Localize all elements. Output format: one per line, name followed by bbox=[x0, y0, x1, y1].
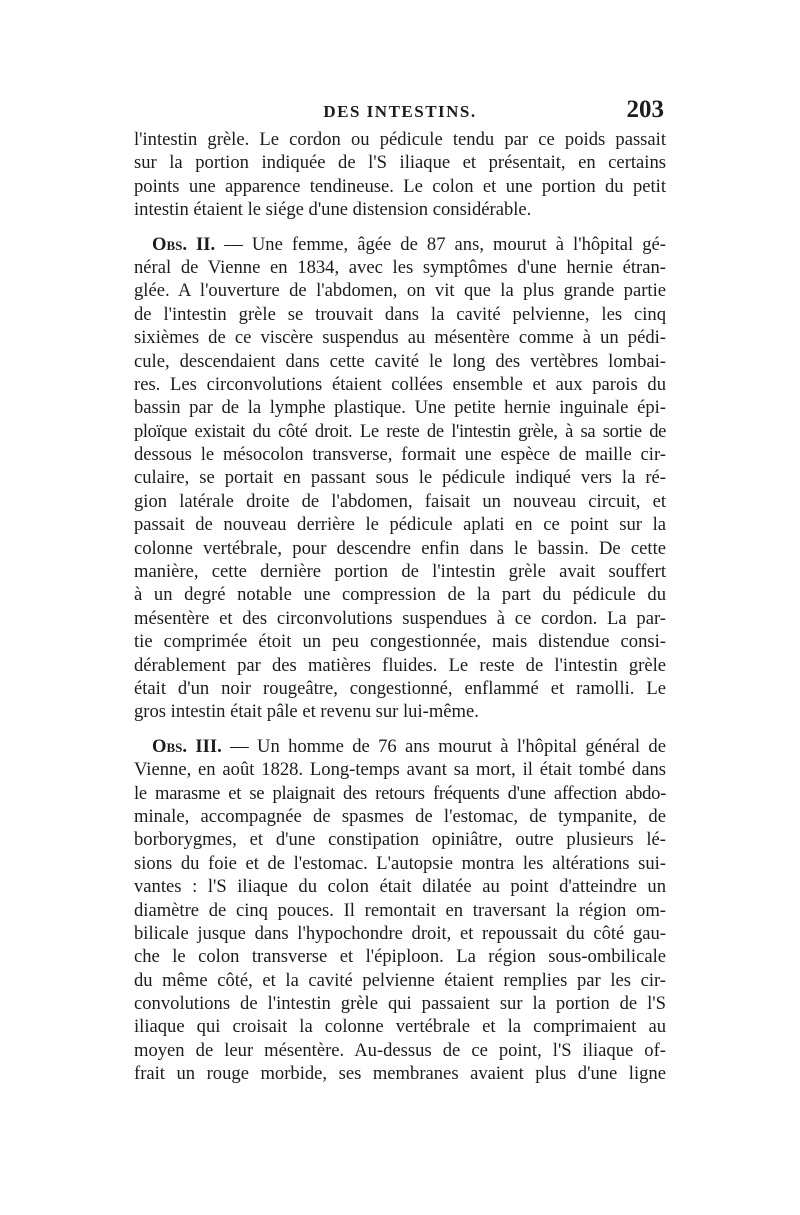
text-line: gion latérale droite de l'abdomen, faisait un nouveau circuit, et bbox=[134, 490, 666, 512]
text-line: était d'un noir rougeâtre, congestionné, enflammé et ramolli. Le bbox=[134, 677, 666, 699]
text-line: moyen de leur mésentère. Au-dessus de ce point, l'S iliaque of- bbox=[134, 1039, 666, 1061]
observation-label: Obs. II. bbox=[152, 233, 216, 255]
text-line: minale, accompagnée de spasmes de l'estomac, de tympanite, de bbox=[134, 805, 666, 827]
text-line: diamètre de cinq pouces. Il remontait en traversant la région om- bbox=[134, 899, 666, 921]
observation-label: Obs. III. bbox=[152, 735, 222, 757]
text-line: sixièmes de ce viscère suspendus au mésentère comme à un pédi- bbox=[134, 327, 666, 349]
text-line: vantes : l'S iliaque du colon était dilatée au point d'atteindre un bbox=[134, 876, 666, 898]
text-line: gros intestin était pâle et revenu sur lui-même. bbox=[134, 701, 479, 723]
text-line: points une apparence tendineuse. Le colon et une portion du petit bbox=[134, 175, 666, 197]
text-line: res. Les circonvolutions étaient collées ensemble et aux parois du bbox=[134, 373, 666, 395]
text-line: colonne vertébrale, pour descendre enfin dans le bassin. De cette bbox=[134, 537, 666, 559]
paragraph-continuation bbox=[134, 128, 666, 222]
text-line: bassin par de la lymphe plastique. Une petite hernie inguinale épi- bbox=[134, 397, 666, 419]
paragraph-obs-3 bbox=[134, 735, 666, 1086]
text-line: de l'intestin grèle se trouvait dans la cavité pelvienne, les cinq bbox=[134, 303, 666, 325]
running-head bbox=[134, 96, 666, 126]
text-line: frait un rouge morbide, ses membranes avaient plus d'une ligne bbox=[134, 1063, 666, 1085]
text-line: ploïque existait du côté droit. Le reste de l'intestin grèle, à sa sortie de bbox=[134, 420, 666, 442]
text-line: dessous le mésocolon transverse, formait une espèce de maille cir- bbox=[134, 444, 666, 466]
page-number: 203 bbox=[626, 96, 664, 123]
text-line: le marasme et se plaignait des retours fréquents d'une affection abdo- bbox=[134, 782, 666, 804]
text-line: du même côté, et la cavité pelvienne étaient remplies par les cir- bbox=[134, 969, 666, 991]
text-line: che le colon transverse et l'épiploon. La région sous-ombilicale bbox=[134, 946, 666, 968]
text-line: borborygmes, et d'une constipation opiniâtre, outre plusieurs lé- bbox=[134, 829, 666, 851]
text-line: bilicale jusque dans l'hypochondre droit, et repoussait du côté gau- bbox=[134, 922, 666, 944]
text-line: néral de Vienne en 1834, avec les symptômes d'une hernie étran- bbox=[134, 256, 666, 278]
text-line: sions du foie et de l'estomac. L'autopsie montra les altérations sui- bbox=[134, 852, 666, 874]
text-line: cule, descendaient dans cette cavité le long des vertèbres lombai- bbox=[134, 350, 666, 372]
text-line: culaire, se portait en passant sous le pédicule indiqué vers la ré- bbox=[134, 467, 666, 489]
body-text bbox=[134, 128, 666, 1086]
text-line bbox=[134, 233, 666, 256]
text-line: passait de nouveau derrière le pédicule aplati en ce point sur la bbox=[134, 514, 666, 536]
text-line: sur la portion indiquée de l'S iliaque et présentait, en certains bbox=[134, 152, 666, 174]
text-line: à un degré notable une compression de la part du pédicule du bbox=[134, 584, 666, 606]
text-line: convolutions de l'intestin grèle qui passaient sur la portion de l'S bbox=[134, 993, 666, 1015]
paragraph-obs-2 bbox=[134, 233, 666, 724]
text-line: Vienne, en août 1828. Long-temps avant sa mort, il était tombé dans bbox=[134, 759, 666, 781]
text-line: l'intestin grèle. Le cordon ou pédicule tendu par ce poids passait bbox=[134, 129, 666, 150]
text-line-content: — Une femme, âgée de 87 ans, mourut à l'hôpital gé- bbox=[215, 233, 666, 255]
text-line: manière, cette dernière portion de l'intestin grèle avait souffert bbox=[134, 561, 666, 583]
running-title: DES INTESTINS. bbox=[323, 102, 477, 121]
text-line: intestin étaient le siége d'une distension considérable. bbox=[134, 199, 532, 221]
text-line: dérablement par des matières fluides. Le reste de l'intestin grèle bbox=[134, 654, 666, 676]
text-line: tie comprimée étoit un peu congestionnée, mais distendue consi- bbox=[134, 631, 666, 653]
text-line bbox=[134, 735, 666, 758]
text-line: glée. A l'ouverture de l'abdomen, on vit que la plus grande partie bbox=[134, 280, 666, 302]
text-line: iliaque qui croisait la colonne vertébrale et la comprimaient au bbox=[134, 1016, 666, 1038]
text-line: mésentère et des circonvolutions suspendues à ce cordon. La par- bbox=[134, 607, 666, 629]
text-line-content: — Un homme de 76 ans mourut à l'hôpital général de bbox=[221, 735, 666, 757]
